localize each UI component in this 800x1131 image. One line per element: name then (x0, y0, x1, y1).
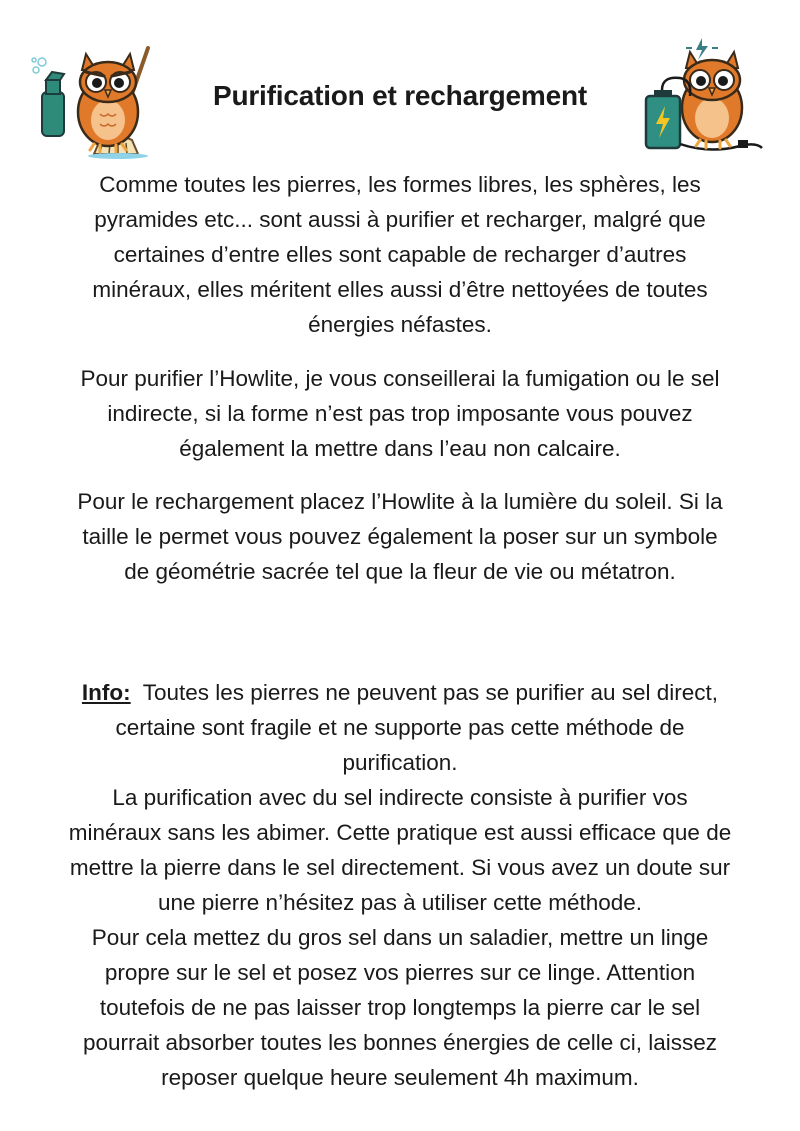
text-line: énergies néfastes. (308, 312, 492, 337)
owl-battery-charging-icon (640, 36, 765, 156)
text-line: indirecte, si la forme n’est pas trop imposante vous pouvez (107, 401, 693, 426)
owl-cleaning-icon (30, 40, 160, 160)
info-label: Info: (81, 680, 131, 705)
paragraph-intro (0, 167, 800, 342)
paragraph-purification (0, 361, 800, 466)
text-line: reposer quelque heure seulement 4h maximum. (161, 1065, 639, 1090)
text-line: mettre la pierre dans le sel directement. Si vous avez un doute sur (69, 855, 731, 880)
text-line: Pour cela mettez du gros sel dans un saladier, mettre un linge (91, 925, 709, 950)
text-line: minéraux sans les abimer. Cette pratique est aussi efficace que de (68, 820, 732, 845)
text-line: également la mettre dans l’eau non calcaire. (179, 436, 621, 461)
text-line: certaine sont fragile et ne supporte pas cette méthode de (115, 715, 685, 740)
page-title: Purification et rechargement (212, 80, 588, 111)
text-line: Toutes les pierres ne peuvent pas se purifier au sel direct, (130, 680, 719, 705)
info-section (0, 675, 800, 1095)
paragraph-recharge (0, 484, 800, 589)
text-line: Pour purifier l’Howlite, je vous conseillerai la fumigation ou le sel (80, 366, 720, 391)
info-first-line (14, 675, 786, 710)
text-line: La purification avec du sel indirecte consiste à purifier vos (112, 785, 688, 810)
text-line: minéraux, elles méritent elles aussi d’être nettoyées de toutes (92, 277, 708, 302)
text-line: taille le permet vous pouvez également la poser sur un symbole (82, 524, 718, 549)
text-line: de géométrie sacrée tel que la fleur de vie ou métatron. (124, 559, 676, 584)
text-line: pyramides etc... sont aussi à purifier et recharger, malgré que (94, 207, 706, 232)
text-line: Pour le rechargement placez l’Howlite à la lumière du soleil. Si la (77, 489, 723, 514)
text-line: Comme toutes les pierres, les formes libres, les sphères, les (99, 172, 701, 197)
text-line: pourrait absorber toutes les bonnes énergies de celle ci, laissez (82, 1030, 718, 1055)
text-line: toutefois de ne pas laisser trop longtemps la pierre car le sel (99, 995, 701, 1020)
text-line: propre sur le sel et posez vos pierres sur ce linge. Attention (104, 960, 696, 985)
text-line: purification. (342, 750, 458, 775)
text-line: certaines d’entre elles sont capable de recharger d’autres (113, 242, 687, 267)
text-line: une pierre n’hésitez pas à utiliser cette méthode. (157, 890, 643, 915)
